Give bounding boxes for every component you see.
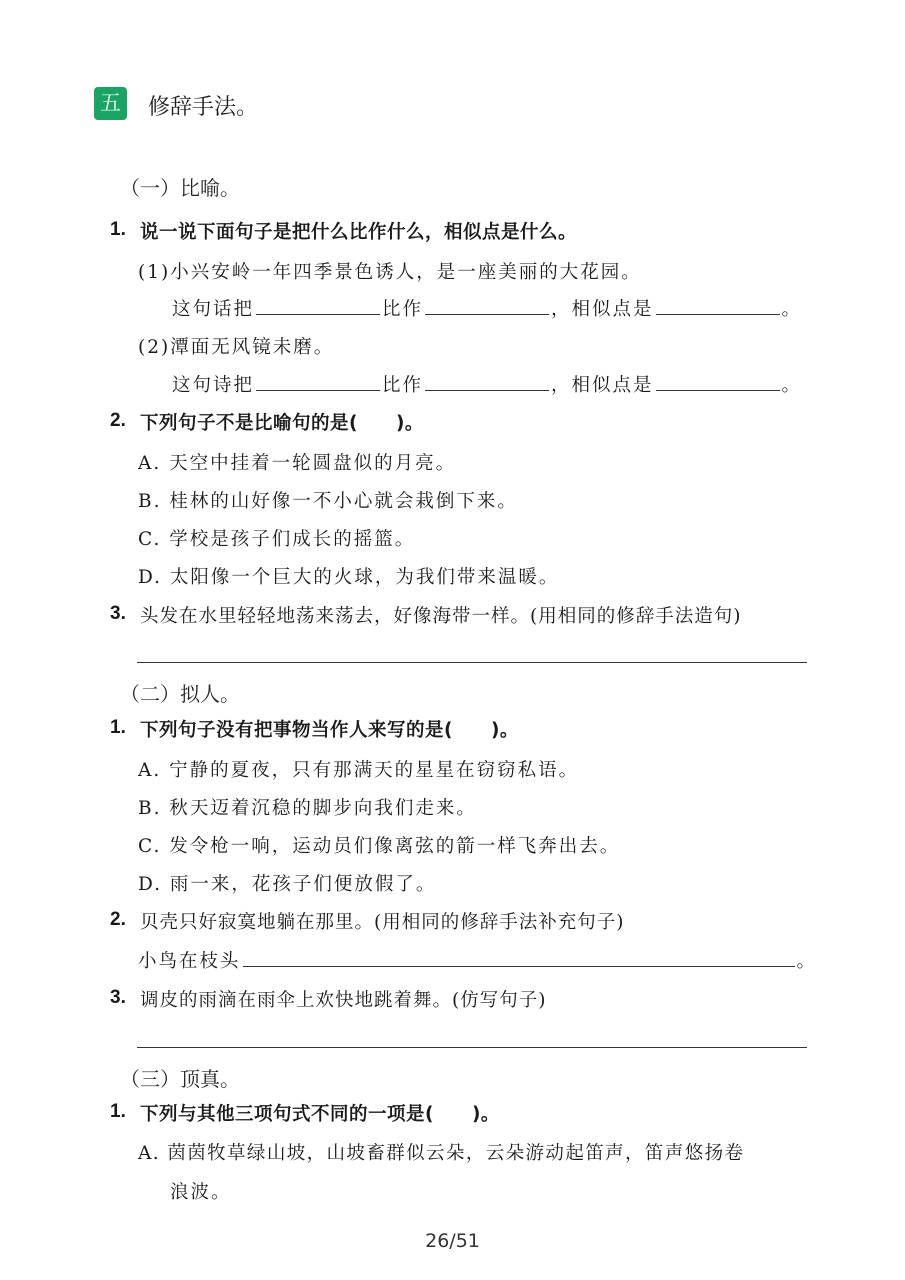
option-a-continued: 浪波。 [170, 1182, 232, 1203]
answer-end: 。 [781, 299, 803, 320]
fill-line [138, 946, 817, 973]
question-text: 下列句子不是比喻句的是( )。 [140, 413, 424, 434]
answer-line[interactable] [137, 662, 807, 663]
sentence-1: (1)小兴安岭一年四季景色诱人，是一座美丽的大花园。 [138, 262, 642, 283]
question-text: 贝壳只好寂寞地躺在那里。(用相同的修辞手法补充句子) [140, 912, 625, 933]
question-number: 1. [110, 717, 126, 738]
answer-mid: 比作 [382, 299, 424, 320]
answer-tail: ，相似点是 [551, 299, 654, 320]
option-b[interactable]: B. 桂林的山好像一不小心就会栽倒下来。 [138, 491, 518, 512]
question-number: 1. [110, 1101, 126, 1122]
fill-prefix: 小鸟在枝头 [138, 951, 241, 972]
blank-input[interactable] [425, 294, 549, 315]
blank-input[interactable] [425, 370, 549, 391]
answer-end: 。 [781, 375, 803, 396]
page-number: 26/51 [425, 1230, 480, 1252]
fill-end: 。 [796, 951, 818, 972]
option-d[interactable]: D. 雨一来，花孩子们便放假了。 [138, 874, 437, 895]
question-text: 下列句子没有把事物当作人来写的是( )。 [140, 720, 519, 741]
option-c[interactable]: C. 发令枪一响，运动员们像离弦的箭一样飞奔出去。 [138, 836, 621, 857]
answer-line[interactable] [137, 1047, 807, 1048]
blank-input[interactable] [656, 294, 780, 315]
option-b[interactable]: B. 秋天迈着沉稳的脚步向我们走来。 [138, 798, 477, 819]
answer-line-1 [172, 294, 802, 321]
subsection-heading: （一）比喻。 [120, 176, 240, 200]
blank-input[interactable] [656, 370, 780, 391]
blank-input[interactable] [243, 946, 795, 967]
question-number: 2. [110, 909, 126, 930]
answer-line-2 [172, 370, 802, 397]
question-text: 下列与其他三项句式不同的一项是( )。 [140, 1104, 500, 1125]
blank-input[interactable] [256, 294, 380, 315]
question-text: 头发在水里轻轻地荡来荡去，好像海带一样。(用相同的修辞手法造句) [140, 606, 742, 627]
subsection-heading: （三）顶真。 [120, 1067, 240, 1091]
blank-input[interactable] [256, 370, 380, 391]
section-badge: 五 [94, 87, 127, 120]
option-c[interactable]: C. 学校是孩子们成长的摇篮。 [138, 529, 416, 550]
question-text: 调皮的雨滴在雨伞上欢快地跳着舞。(仿写句子) [140, 990, 547, 1011]
sentence-2: (2)潭面无风镜未磨。 [138, 337, 335, 358]
question-text: 说一说下面句子是把什么比作什么，相似点是什么。 [140, 222, 578, 243]
subsection-heading: （二）拟人。 [120, 682, 240, 706]
answer-prefix: 这句话把 [172, 299, 255, 320]
option-a[interactable]: A. 天空中挂着一轮圆盘似的月亮。 [138, 453, 457, 474]
option-a[interactable]: A. 茵茵牧草绿山坡，山坡畜群似云朵，云朵游动起笛声，笛声悠扬卷 [138, 1143, 745, 1164]
question-number: 3. [110, 603, 126, 624]
answer-prefix: 这句诗把 [172, 375, 255, 396]
option-a[interactable]: A. 宁静的夏夜，只有那满天的星星在窃窃私语。 [138, 760, 580, 781]
option-d[interactable]: D. 太阳像一个巨大的火球，为我们带来温暖。 [138, 567, 560, 588]
page-title: 修辞手法。 [148, 95, 259, 120]
question-number: 3. [110, 987, 126, 1008]
question-number: 2. [110, 410, 126, 431]
answer-mid: 比作 [382, 375, 424, 396]
answer-tail: ，相似点是 [551, 375, 654, 396]
question-number: 1. [110, 219, 126, 240]
